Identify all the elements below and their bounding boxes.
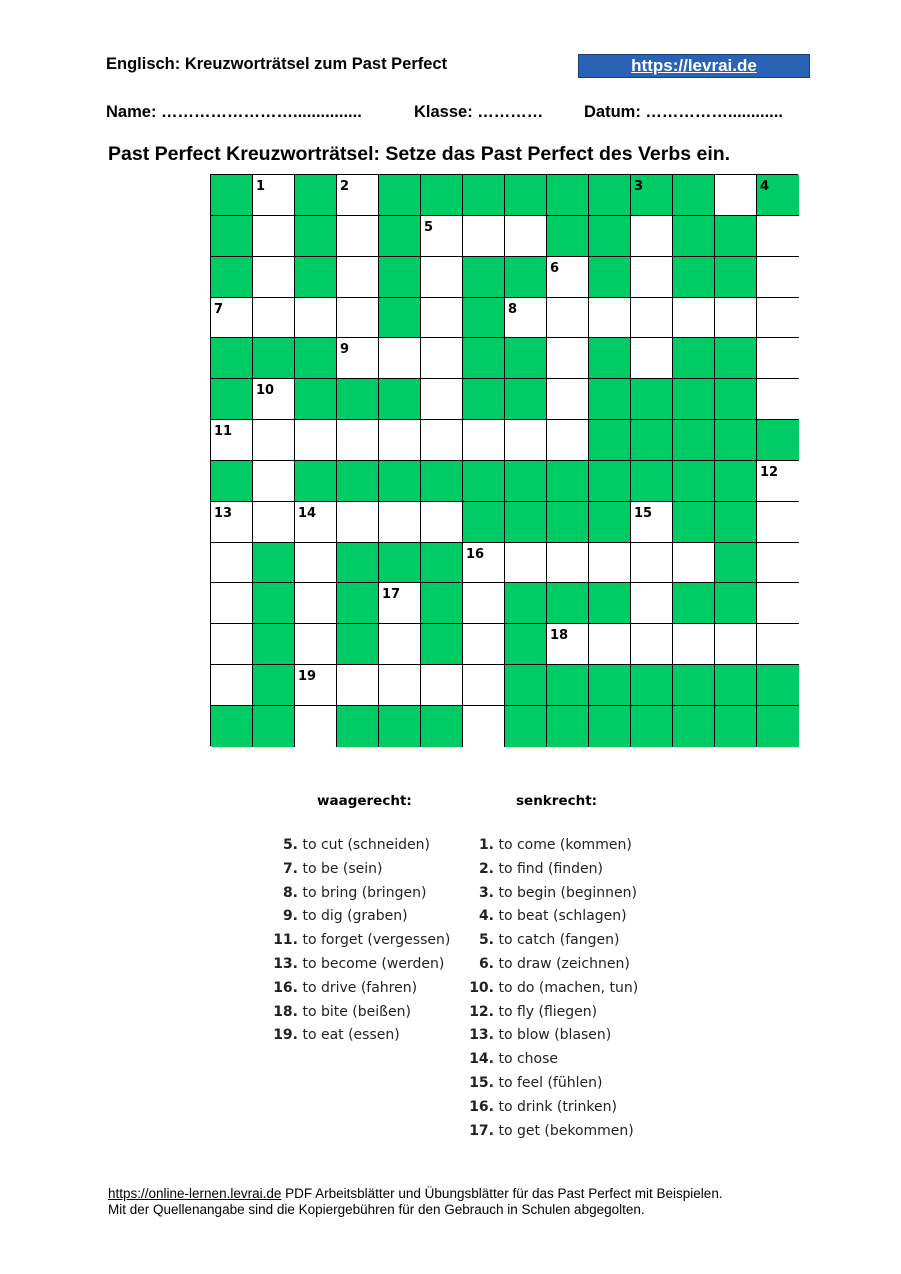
answer-cell[interactable] <box>337 420 379 461</box>
answer-cell[interactable] <box>463 543 505 584</box>
block-cell <box>463 379 505 420</box>
down-clue <box>464 834 638 858</box>
across-clue <box>268 953 450 977</box>
clue-text: to catch (fangen) <box>498 932 620 949</box>
across-clue <box>268 834 450 858</box>
clue-number: 9 <box>340 342 350 358</box>
block-cell <box>589 420 631 461</box>
clue-text: to beat (schlagen) <box>498 908 627 925</box>
block-cell <box>379 379 421 420</box>
clue-text: to cut (schneiden) <box>302 837 431 853</box>
block-cell <box>379 298 421 339</box>
answer-cell[interactable] <box>295 706 337 747</box>
answer-cell[interactable] <box>463 583 505 624</box>
answer-cell[interactable] <box>547 257 589 298</box>
clue-text: to become (werden) <box>302 955 445 972</box>
clue-text: to blow (blasen) <box>498 1027 612 1044</box>
block-cell <box>337 379 379 420</box>
block-cell <box>337 461 379 502</box>
answer-cell[interactable] <box>757 216 799 257</box>
answer-cell[interactable] <box>253 461 295 502</box>
answer-cell[interactable] <box>379 665 421 706</box>
block-cell <box>505 706 547 747</box>
block-cell <box>715 706 757 747</box>
across-clue <box>268 1001 450 1025</box>
block-cell <box>337 543 379 584</box>
answer-cell[interactable] <box>757 624 799 665</box>
clue-text: to bite (beißen) <box>302 1003 411 1020</box>
block-cell <box>337 706 379 747</box>
clue-number: 7 <box>214 301 224 317</box>
block-cell <box>295 216 337 257</box>
block-cell <box>211 461 253 502</box>
block-cell <box>463 175 505 216</box>
clue-text: to drink (trinken) <box>498 1098 617 1115</box>
answer-cell[interactable] <box>589 624 631 665</box>
clue-number: 2. <box>478 860 494 877</box>
answer-cell[interactable] <box>421 379 463 420</box>
answer-cell[interactable] <box>547 420 589 461</box>
block-cell <box>715 502 757 543</box>
block-cell <box>715 665 757 706</box>
block-cell <box>421 583 463 624</box>
clue-text: to chose <box>498 1051 559 1068</box>
answer-cell[interactable] <box>337 257 379 298</box>
answer-cell[interactable] <box>211 665 253 706</box>
answer-cell[interactable] <box>379 624 421 665</box>
block-cell <box>673 257 715 298</box>
answer-cell[interactable] <box>253 379 295 420</box>
answer-cell[interactable] <box>379 420 421 461</box>
answer-cell[interactable] <box>253 175 295 216</box>
clue-number: 3. <box>478 884 494 901</box>
block-cell <box>253 543 295 584</box>
down-clue <box>464 1024 638 1048</box>
block-cell <box>295 257 337 298</box>
answer-cell[interactable] <box>715 624 757 665</box>
class-field: Klasse: ………… <box>414 103 544 121</box>
clue-number: 8 <box>508 301 518 317</box>
clue-text: to drive (fahren) <box>302 979 418 996</box>
answer-cell[interactable] <box>379 338 421 379</box>
clue-text: to find (finden) <box>498 860 603 877</box>
answer-cell[interactable] <box>715 298 757 339</box>
clue-number: 13 <box>214 505 233 521</box>
block-cell <box>505 624 547 665</box>
answer-cell[interactable] <box>589 298 631 339</box>
clue-number: 1 <box>256 179 266 194</box>
clue-number: 2 <box>340 179 350 194</box>
block-cell <box>589 706 631 747</box>
answer-cell[interactable] <box>463 420 505 461</box>
footer <box>108 1186 723 1218</box>
answer-cell[interactable] <box>211 624 253 665</box>
clue-text: to bring (bringen) <box>302 884 427 901</box>
down-clue <box>464 1096 638 1120</box>
block-cell <box>505 175 547 216</box>
block-cell <box>421 543 463 584</box>
clue-number: 1. <box>478 837 494 853</box>
answer-cell[interactable] <box>547 379 589 420</box>
clue-number: 6 <box>550 260 560 276</box>
across-clue <box>268 1024 450 1048</box>
clue-text: to begin (beginnen) <box>498 884 637 901</box>
clue-number: 5 <box>424 219 434 235</box>
block-cell <box>337 624 379 665</box>
clue-number: 11 <box>214 424 233 440</box>
answer-cell[interactable] <box>547 624 589 665</box>
answer-cell[interactable] <box>631 257 673 298</box>
down-clue <box>464 953 638 977</box>
clue-text: to forget (vergessen) <box>302 932 451 949</box>
down-clue <box>464 882 638 906</box>
clue-text: to feel (fühlen) <box>498 1074 603 1091</box>
name-field: Name: ……………………............... <box>106 103 362 121</box>
block-cell <box>715 216 757 257</box>
clue-text: to fly (fliegen) <box>498 1003 598 1020</box>
clue-text: to eat (essen) <box>302 1027 400 1044</box>
across-clue <box>268 905 450 929</box>
clue-text: to come (kommen) <box>498 837 632 853</box>
answer-cell[interactable] <box>757 461 799 502</box>
block-cell <box>379 543 421 584</box>
answer-cell[interactable] <box>463 665 505 706</box>
block-cell <box>463 338 505 379</box>
clue-number: 18. <box>273 1003 298 1020</box>
block-cell <box>211 216 253 257</box>
block-cell <box>715 583 757 624</box>
answer-cell[interactable] <box>295 298 337 339</box>
block-cell <box>505 665 547 706</box>
clue-text: to draw (zeichnen) <box>498 955 630 972</box>
clue-number: 15. <box>469 1074 494 1091</box>
answer-cell[interactable] <box>631 502 673 543</box>
block-cell <box>211 175 253 216</box>
block-cell <box>757 175 799 216</box>
instruction: Past Perfect Kreuzworträtsel: Setze das Past Perfect des Verbs ein. <box>108 143 731 165</box>
block-cell <box>589 502 631 543</box>
clue-number: 11. <box>273 932 298 949</box>
block-cell <box>673 216 715 257</box>
answer-cell[interactable] <box>631 216 673 257</box>
down-clue <box>464 1072 638 1096</box>
footer-link[interactable]: https://online-lernen.levrai.de <box>108 1186 282 1201</box>
answer-cell[interactable] <box>505 298 547 339</box>
clue-number: 16. <box>273 979 298 996</box>
block-cell <box>631 706 673 747</box>
down-clue <box>464 1001 638 1025</box>
across-clue <box>268 977 450 1001</box>
answer-cell[interactable] <box>295 543 337 584</box>
block-cell <box>421 461 463 502</box>
answer-cell[interactable] <box>211 543 253 584</box>
block-cell <box>211 338 253 379</box>
answer-cell[interactable] <box>421 298 463 339</box>
answer-cell[interactable] <box>421 665 463 706</box>
answer-cell[interactable] <box>253 298 295 339</box>
block-cell <box>631 175 673 216</box>
answer-cell[interactable] <box>421 502 463 543</box>
clue-text: to be (sein) <box>302 860 383 877</box>
block-cell <box>589 216 631 257</box>
answer-cell[interactable] <box>295 420 337 461</box>
down-heading: senkrecht: <box>516 793 598 809</box>
clue-number: 17 <box>382 587 401 603</box>
across-clue <box>268 882 450 906</box>
block-cell <box>589 665 631 706</box>
clue-text: to dig (graben) <box>302 908 408 925</box>
block-cell <box>505 502 547 543</box>
answer-cell[interactable] <box>421 420 463 461</box>
clue-number: 15 <box>634 505 653 521</box>
block-cell <box>463 461 505 502</box>
answer-cell[interactable] <box>631 338 673 379</box>
clue-number: 19 <box>298 669 317 685</box>
block-cell <box>757 665 799 706</box>
block-cell <box>253 338 295 379</box>
block-cell <box>379 461 421 502</box>
answer-cell[interactable] <box>379 502 421 543</box>
across-heading: waagerecht: <box>317 793 412 809</box>
block-cell <box>295 338 337 379</box>
clue-text: to get (bekommen) <box>498 1122 634 1139</box>
block-cell <box>631 379 673 420</box>
block-cell <box>673 706 715 747</box>
clue-number: 10 <box>256 383 275 399</box>
block-cell <box>379 257 421 298</box>
answer-cell[interactable] <box>337 216 379 257</box>
down-clue <box>464 1048 638 1072</box>
block-cell <box>673 338 715 379</box>
block-cell <box>211 706 253 747</box>
clue-number: 14 <box>298 505 317 521</box>
answer-cell[interactable] <box>631 624 673 665</box>
block-cell <box>421 175 463 216</box>
block-cell <box>463 298 505 339</box>
crossword-grid <box>210 174 798 746</box>
answer-cell[interactable] <box>757 583 799 624</box>
answer-cell[interactable] <box>253 502 295 543</box>
block-cell <box>715 338 757 379</box>
answer-cell[interactable] <box>757 298 799 339</box>
answer-cell[interactable] <box>211 298 253 339</box>
block-cell <box>547 216 589 257</box>
block-cell <box>463 257 505 298</box>
answer-cell[interactable] <box>757 543 799 584</box>
site-link[interactable]: https://levrai.de <box>578 54 810 78</box>
block-cell <box>253 665 295 706</box>
block-cell <box>547 461 589 502</box>
block-cell <box>673 461 715 502</box>
answer-cell[interactable] <box>673 624 715 665</box>
answer-cell[interactable] <box>715 175 757 216</box>
clue-number: 6. <box>478 955 494 972</box>
down-clue <box>464 1120 638 1144</box>
block-cell <box>589 257 631 298</box>
block-cell <box>673 420 715 461</box>
block-cell <box>253 583 295 624</box>
block-cell <box>631 665 673 706</box>
across-clue-list <box>268 834 450 1048</box>
block-cell <box>547 665 589 706</box>
block-cell <box>253 706 295 747</box>
down-clue <box>464 905 638 929</box>
answer-cell[interactable] <box>547 298 589 339</box>
clue-number: 16. <box>469 1098 494 1115</box>
block-cell <box>379 175 421 216</box>
block-cell <box>547 583 589 624</box>
block-cell <box>505 257 547 298</box>
clue-number: 17. <box>469 1122 494 1139</box>
across-clue <box>268 858 450 882</box>
answer-cell[interactable] <box>757 257 799 298</box>
block-cell <box>295 379 337 420</box>
block-cell <box>715 543 757 584</box>
clue-number: 19. <box>273 1027 298 1044</box>
clue-number: 12. <box>469 1003 494 1020</box>
answer-cell[interactable] <box>253 216 295 257</box>
answer-cell[interactable] <box>295 665 337 706</box>
block-cell <box>673 583 715 624</box>
block-cell <box>505 379 547 420</box>
answer-cell[interactable] <box>505 216 547 257</box>
answer-cell[interactable] <box>631 298 673 339</box>
answer-cell[interactable] <box>589 543 631 584</box>
answer-cell[interactable] <box>421 338 463 379</box>
block-cell <box>757 420 799 461</box>
block-cell <box>337 583 379 624</box>
block-cell <box>589 338 631 379</box>
answer-cell[interactable] <box>211 502 253 543</box>
clue-number: 13. <box>469 1027 494 1044</box>
block-cell <box>505 461 547 502</box>
clue-number: 5. <box>282 837 298 853</box>
block-cell <box>463 502 505 543</box>
block-cell <box>715 420 757 461</box>
block-cell <box>673 175 715 216</box>
down-clue-list <box>464 834 638 1143</box>
block-cell <box>547 175 589 216</box>
down-clue <box>464 858 638 882</box>
block-cell <box>757 706 799 747</box>
answer-cell[interactable] <box>505 543 547 584</box>
block-cell <box>589 175 631 216</box>
answer-cell[interactable] <box>379 583 421 624</box>
block-cell <box>505 338 547 379</box>
block-cell <box>673 502 715 543</box>
clue-number: 14. <box>469 1051 494 1068</box>
block-cell <box>211 257 253 298</box>
answer-cell[interactable] <box>505 420 547 461</box>
clue-number: 8. <box>282 884 298 901</box>
answer-cell[interactable] <box>253 420 295 461</box>
clue-number: 18 <box>550 628 569 644</box>
block-cell <box>379 706 421 747</box>
answer-cell[interactable] <box>631 583 673 624</box>
footer-text: PDF Arbeitsblätter und Übungsblätter für das Past Perfect mit Beispielen. <box>281 1186 723 1201</box>
block-cell <box>547 502 589 543</box>
answer-cell[interactable] <box>337 665 379 706</box>
clue-number: 9. <box>282 908 298 925</box>
footer-note: Mit der Quellenangabe sind die Kopiergebühren für den Gebrauch in Schulen abgegolten. <box>108 1202 645 1217</box>
answer-cell[interactable] <box>547 543 589 584</box>
block-cell <box>421 706 463 747</box>
answer-cell[interactable] <box>421 257 463 298</box>
block-cell <box>673 665 715 706</box>
answer-cell[interactable] <box>547 338 589 379</box>
clue-number: 4. <box>478 908 494 925</box>
answer-cell[interactable] <box>337 298 379 339</box>
block-cell <box>421 624 463 665</box>
answer-cell[interactable] <box>337 502 379 543</box>
answer-cell[interactable] <box>421 216 463 257</box>
date-field: Datum: ……………............ <box>584 103 783 121</box>
answer-cell[interactable] <box>673 298 715 339</box>
answer-cell[interactable] <box>673 543 715 584</box>
block-cell <box>715 461 757 502</box>
block-cell <box>253 624 295 665</box>
block-cell <box>295 461 337 502</box>
answer-cell[interactable] <box>253 257 295 298</box>
down-clue <box>464 977 638 1001</box>
answer-cell[interactable] <box>463 216 505 257</box>
clue-number: 5. <box>478 932 494 949</box>
clue-number: 16 <box>466 546 485 562</box>
block-cell <box>589 461 631 502</box>
clue-number: 10. <box>469 979 494 996</box>
answer-cell[interactable] <box>337 175 379 216</box>
answer-cell[interactable] <box>295 583 337 624</box>
block-cell <box>295 175 337 216</box>
block-cell <box>211 379 253 420</box>
block-cell <box>379 216 421 257</box>
across-clue <box>268 929 450 953</box>
answer-cell[interactable] <box>211 583 253 624</box>
answer-cell[interactable] <box>631 543 673 584</box>
answer-cell[interactable] <box>757 338 799 379</box>
clue-number: 3 <box>634 179 644 194</box>
block-cell <box>631 461 673 502</box>
answer-cell[interactable] <box>337 338 379 379</box>
block-cell <box>589 583 631 624</box>
answer-cell[interactable] <box>295 502 337 543</box>
clue-number: 7. <box>282 860 298 877</box>
block-cell <box>715 379 757 420</box>
answer-cell[interactable] <box>463 706 505 747</box>
answer-cell[interactable] <box>211 420 253 461</box>
answer-cell[interactable] <box>463 624 505 665</box>
worksheet-title: Englisch: Kreuzworträtsel zum Past Perfect <box>106 55 448 73</box>
down-clue <box>464 929 638 953</box>
block-cell <box>547 706 589 747</box>
block-cell <box>673 379 715 420</box>
block-cell <box>505 583 547 624</box>
clue-number: 4 <box>760 179 770 194</box>
answer-cell[interactable] <box>757 502 799 543</box>
clue-number: 12 <box>760 464 779 480</box>
clue-text: to do (machen, tun) <box>498 979 639 996</box>
block-cell <box>715 257 757 298</box>
block-cell <box>631 420 673 461</box>
clue-number: 13. <box>273 955 298 972</box>
answer-cell[interactable] <box>757 379 799 420</box>
block-cell <box>589 379 631 420</box>
answer-cell[interactable] <box>295 624 337 665</box>
